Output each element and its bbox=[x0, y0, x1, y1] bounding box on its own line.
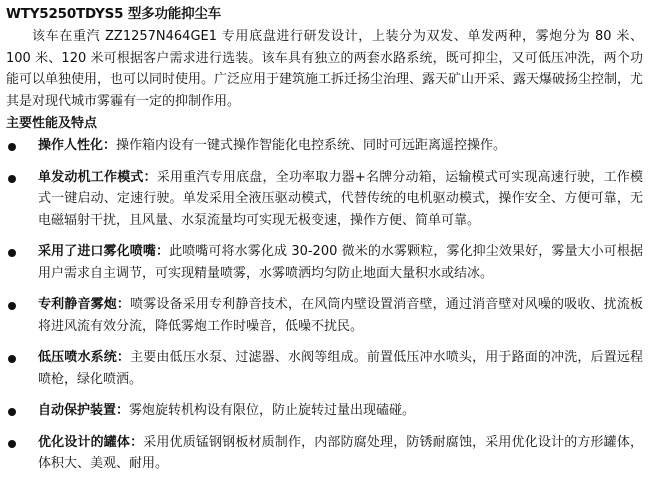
bullet-icon bbox=[8, 175, 16, 183]
bullet-icon bbox=[8, 355, 16, 363]
bullet-icon bbox=[8, 249, 16, 257]
feature-item bbox=[6, 400, 643, 422]
document-title: WTY5250TDYS5 型多功能抑尘车 bbox=[6, 6, 221, 22]
feature-item bbox=[6, 294, 643, 337]
bullet-icon bbox=[8, 440, 16, 448]
intro-paragraph: 该车在重汽 ZZ1257N464GE1 专用底盘进行研发设计，上装分为双发、单发两种，雾炮分为 80 米、100 米、120 米可根据客户需求进行选装。该车具有独立的两套水路系统，既可抑尘，又可低压冲洗，两个功能可以单独使用，也可以同时使用。广泛应用于建筑施工拆迁扬尘治理、露天矿山开采、露天爆破扬尘控制，尤其是对现代城市雾霾有一定的抑制作用。 bbox=[6, 29, 644, 109]
feature-text: 操作箱内设有一键式操作智能化电控系统、同时可远距离遥控操作。 bbox=[116, 138, 507, 153]
feature-name: 采用了进口雾化喷嘴： bbox=[38, 244, 170, 259]
feature-text: 采用重汽专用底盘，全功率取力器+名牌分动箱，运输模式可实现高速行驶，工作模式一键启动、定速行驶。单发采用全液压驱动模式，代替传统的电机驱动模式，操作安全、方便可靠，无电磁辐射干扰，且风量、水泵流量均可实现无极变速，操作方便、简单可靠。 bbox=[38, 169, 643, 228]
feature-item bbox=[6, 167, 643, 232]
feature-text: 喷雾设备采用专利静音技术，在风筒内壁设置消音壁，通过消音壁对风噪的吸收、扰流板将进风流有效分流，降低雾炮工作时噪音，低噪不扰民。 bbox=[38, 297, 643, 334]
feature-name: 单发动机工作模式： bbox=[38, 169, 157, 185]
feature-item bbox=[6, 432, 643, 475]
feature-name: 专利静音雾炮： bbox=[38, 297, 131, 312]
feature-name: 低压喷水系统： bbox=[38, 350, 131, 365]
feature-name: 操作人性化： bbox=[38, 138, 117, 153]
feature-item bbox=[6, 135, 643, 157]
feature-text: 采用优质锰钢钢板材质制作，内部防腐处理，防锈耐腐蚀，采用优化设计的方形罐体，体积大、美观、耐用。 bbox=[38, 434, 643, 471]
feature-list bbox=[6, 135, 643, 475]
bullet-icon bbox=[8, 302, 16, 310]
section-heading: 主要性能及特点 bbox=[6, 116, 98, 131]
feature-text: 雾炮旋转机构设有限位，防止旋转过量出现磕碰。 bbox=[129, 403, 416, 418]
feature-item bbox=[6, 241, 643, 284]
feature-text: 此喷嘴可将水雾化成 30-200 微米的水雾颗粒，雾化抑尘效果好，雾量大小可根据用户需求自主调节，可实现精量喷雾，水雾喷洒均匀防止地面大量积水或结冰。 bbox=[38, 244, 643, 281]
feature-name: 自动保护装置： bbox=[38, 403, 130, 418]
bullet-icon bbox=[8, 408, 16, 416]
feature-name: 优化设计的罐体： bbox=[38, 434, 144, 450]
feature-item bbox=[6, 347, 643, 390]
bullet-icon bbox=[8, 143, 16, 151]
feature-text: 主要由低压水泵、过滤器、水阀等组成。前置低压冲水喷头，用于路面的冲洗，后置远程喷枪，绿化喷洒。 bbox=[38, 350, 643, 387]
